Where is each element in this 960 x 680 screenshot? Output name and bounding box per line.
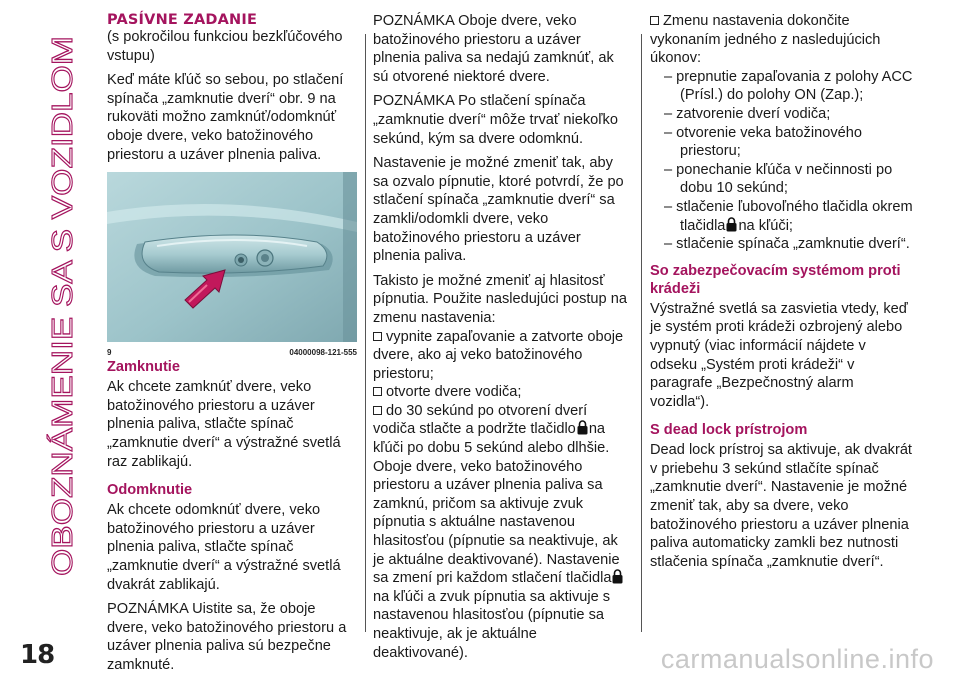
finish-actions-list xyxy=(650,68,915,254)
intro-paragraph: Keď máte kľúč so sebou, po stlačení spínača „zamknutie dverí“ obr. 9 na rukoväti možno zamknúť/odomknúť oboje dvere, veko batožinového priestoru a uzáver plnenia paliva. xyxy=(107,72,344,163)
section-heading-lock: Zamknutie xyxy=(107,359,180,376)
list-item: – stlačenie spínača „zamknutie dverí“. xyxy=(664,236,910,253)
list-item: – prepnutie zapaľovania z polohy ACC (Prísl.) do polohy ON (Zap.); xyxy=(664,68,913,104)
section-heading-antitheft: So zabezpečovacím systémom proti krádeži xyxy=(650,262,901,297)
list-item: – otvorenie veka batožinového priestoru; xyxy=(664,124,862,160)
door-handle-figure xyxy=(107,172,357,358)
step-1 xyxy=(373,328,631,384)
step-3 xyxy=(373,402,631,662)
note-paragraph-1: POZNÁMKA Oboje dvere, veko batožinového priestoru a uzáver plnenia paliva sa nedajú zamknúť, ak sú otvorené niektoré dvere. xyxy=(373,13,614,85)
column-1 xyxy=(107,12,357,680)
column-divider-1 xyxy=(365,34,366,632)
side-chapter-title-svg xyxy=(42,28,82,588)
figure-code: 04000098-121-555 xyxy=(289,348,357,358)
square-bullet-icon xyxy=(650,16,659,25)
lock-icon xyxy=(726,217,737,232)
section-heading-deadlock: S dead lock prístrojom xyxy=(650,422,808,439)
page-number: 18 xyxy=(20,640,55,670)
step-3-text-a: do 30 sekúnd po otvorení dverí vodiča stlačte a podržte tlačidlo xyxy=(373,402,588,438)
section-heading-unlock: Odomknutie xyxy=(107,482,193,499)
list-item xyxy=(650,198,915,235)
note-paragraph: POZNÁMKA Uistite sa, že oboje dvere, veko batožinového priestoru a uzáver plnenia paliva sú bezpečne zamknuté. xyxy=(107,601,347,673)
square-bullet-icon xyxy=(373,406,382,415)
side-chapter-title xyxy=(42,28,82,588)
square-bullet-icon xyxy=(373,387,382,396)
watermark: carmanualsonline.info xyxy=(660,644,934,674)
step-3-text-b: na kľúči po dobu 5 sekúnd alebo dlhšie. Oboje dvere, veko batožinového priestoru a uzáver plnenia paliva sa zamknú, pričom sa aktivuje zvuk pípnutia s aktuálne nastavenou hlasitosťou (pípnutie sa neaktivuje, ak je aktuálne deaktivované). Nastavenie sa zmení pri každom stlačení tlačidla xyxy=(373,421,620,587)
step-1-text: vypnite zapaľovanie a zatvorte oboje dvere, ako aj veko batožinového priestoru; xyxy=(373,328,624,382)
list-item: – ponechanie kľúča v nečinnosti po dobu 10 sekúnd; xyxy=(664,161,893,197)
finish-intro-text: Zmenu nastavenia dokončite vykonaním jedného z nasledujúcich úkonov: xyxy=(650,13,881,67)
step-3-text-c: na kľúči a zvuk pípnutia sa aktivuje s nastavenou hlasitosťou (pípnutie sa neaktivuje, ak je aktuálne deaktivované). xyxy=(373,588,611,661)
volume-paragraph: Takisto je možné zmeniť aj hlasitosť pípnutia. Použite nasledujúci postup na zmenu nastavenia: xyxy=(373,272,627,326)
section-heading-passive-entry: PASÍVNE ZADANIE xyxy=(107,12,258,28)
figure-caption xyxy=(107,344,357,363)
side-chapter-title-text: OBOZNÁMENIE SA S VOZIDLOM xyxy=(47,129,79,576)
finish-intro xyxy=(650,12,915,68)
lock-paragraph: Ak chcete zamknúť dvere, veko batožinového priestoru a uzáver plnenia paliva, stlačte spínač „zamknutie dverí“ a výstražné svetlá raz zablikajú. xyxy=(107,379,341,470)
beep-setting-paragraph: Nastavenie je možné zmeniť tak, aby sa ozvalo pípnutie, ktoré potvrdí, že po stlačení spínača „zamknutie dverí“ sa zamkli/odomkli dvere, veko batožinového priestoru a uzáver plnenia paliva. xyxy=(373,155,624,265)
lock-icon xyxy=(612,569,623,584)
antitheft-paragraph: Výstražné svetlá sa zasvietia vtedy, keď je systém proti krádeži ozbrojený alebo vypnutý (viac informácií nájdete v odseku „Systém proti krádeži“ v paragrafe „Bezpečnostný alarm vozidla“). xyxy=(650,300,908,410)
column-2 xyxy=(373,12,631,662)
section-subheading: (s pokročilou funkciou bezkľúčového vstupu) xyxy=(107,29,343,64)
unlock-paragraph: Ak chcete odomknúť dvere, veko batožinového priestoru a uzáver plnenia paliva, stlačte spínač „zamknutie dverí“ a výstražné svetlá dvakrát zablikajú. xyxy=(107,502,341,593)
lock-icon xyxy=(577,420,588,435)
column-divider-2 xyxy=(641,34,642,632)
list-item: – zatvorenie dverí vodiča; xyxy=(664,105,831,122)
square-bullet-icon xyxy=(373,332,382,341)
figure-number: 9 xyxy=(107,348,112,358)
list-item-5-text-b: na kľúči; xyxy=(738,217,793,234)
note-paragraph-2: POZNÁMKA Po stlačení spínača „zamknutie dverí“ môže trvať niekoľko sekúnd, kým sa dvere odomknú. xyxy=(373,93,618,147)
column-3 xyxy=(650,12,915,577)
deadlock-paragraph: Dead lock prístroj sa aktivuje, ak dvakrát v priebehu 3 sekúnd stlačíte spínač „zamknutie dverí“. Nastavenie je možné zmeniť tak, aby sa dvere, veko batožinového priestoru a uzáver plnenia paliva automaticky zamkli bez nutnosti stlačenia spínača „zamknutie dverí“. xyxy=(650,442,912,570)
step-2 xyxy=(373,383,631,402)
door-handle-illustration xyxy=(107,172,357,342)
step-2-text: otvorte dvere vodiča; xyxy=(386,384,522,401)
list-item-5-text-a: – stlačenie ľubovoľného tlačidla okrem tlačidla xyxy=(664,198,913,234)
